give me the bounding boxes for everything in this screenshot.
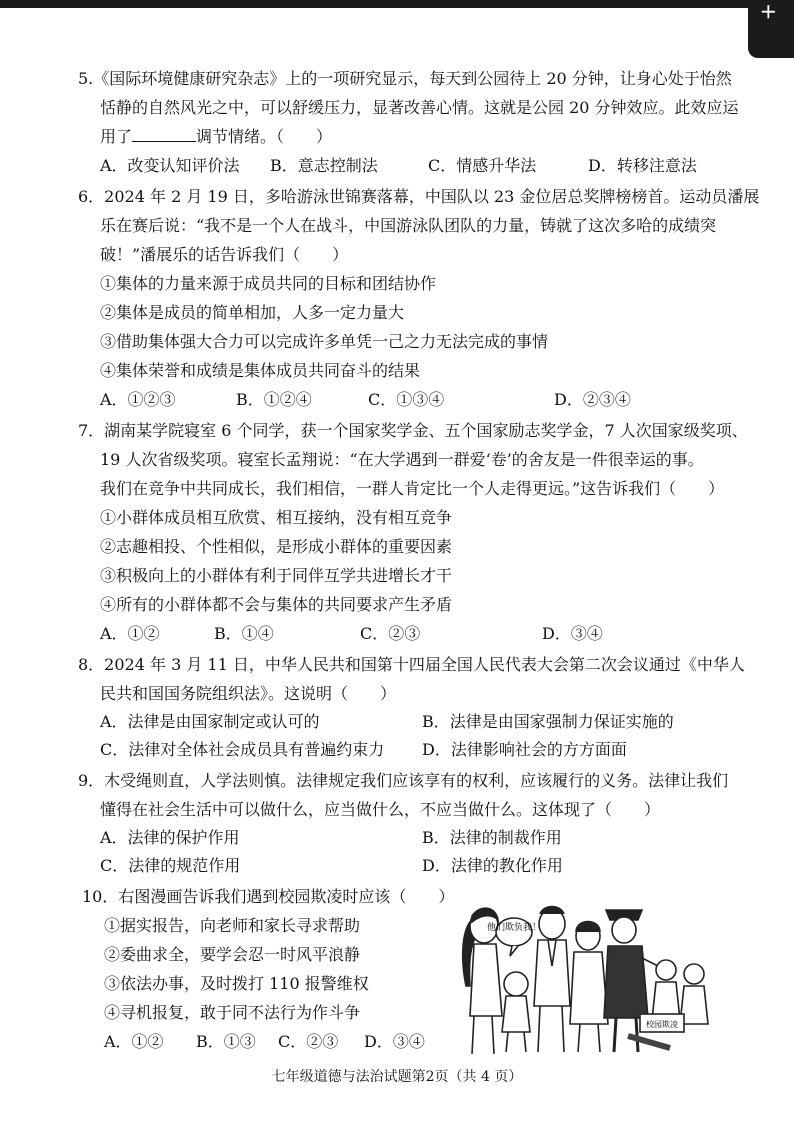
- close-icon: ✕: [754, 0, 781, 26]
- question-9-line-2: 懂得在社会生活中可以做什么，应当做什么，不应当做什么。这体现了（ ）: [100, 800, 661, 819]
- statement-3: ③依法办事，及时拨打 110 报警维权: [104, 974, 369, 993]
- question-8: [78, 650, 745, 764]
- question-7-line-1: 7．湖南某学院寝室 6 个同学，获一个国家奖学金、五个国家励志奖学金，7 人次国家级奖项、: [78, 421, 748, 440]
- question-7: [78, 416, 748, 648]
- option-b[interactable]: B．①③: [196, 1032, 256, 1051]
- option-a[interactable]: A．①②: [104, 1032, 164, 1051]
- statement-4: ④集体荣誉和成绩是集体成员共同奋斗的结果: [100, 361, 421, 380]
- question-6-options: [78, 385, 732, 414]
- option-d[interactable]: D．②③④: [554, 390, 631, 409]
- question-7-options: [78, 619, 732, 648]
- option-c[interactable]: C．②③: [278, 1032, 339, 1051]
- statement-1: ①小群体成员相互欣赏、相互接纳，没有相互竞争: [100, 508, 453, 527]
- statement-2: ②志趣相投、个性相似，是形成小群体的重要因素: [100, 537, 453, 556]
- option-b[interactable]: B．法律的制裁作用: [422, 828, 562, 847]
- question-6-line-2: 乐在赛后说：“我不是一个人在战斗，中国游泳队团队的力量，铸就了这次多哈的成绩突: [100, 216, 717, 235]
- question-8-options: [78, 708, 732, 764]
- statement-3: ③借助集体强大合力可以完成许多单凭一己之力无法完成的事情: [100, 332, 549, 351]
- statement-4: ④所有的小群体都不会与集体的共同要求产生矛盾: [100, 595, 453, 614]
- question-8-line-1: 8．2024 年 3 月 11 日，中华人民共和国第十四届全国人民代表大会第二次会议通过《中华人: [78, 655, 745, 674]
- statement-1: ①集体的力量来源于成员共同的目标和团结协作: [100, 274, 437, 293]
- option-d[interactable]: D．法律的教化作用: [422, 856, 563, 875]
- option-d[interactable]: D．③④: [364, 1032, 425, 1051]
- option-c[interactable]: C．法律对全体社会成员具有普遍约束力: [100, 740, 385, 759]
- question-5-line-2: 恬静的自然风光之中，可以舒缓压力，显著改善心情。这就是公园 20 分钟效应。此效应运: [100, 98, 739, 117]
- question-5-line-3: [78, 122, 732, 151]
- statement-2: ②集体是成员的简单相加，人多一定力量大: [100, 303, 405, 322]
- question-7-line-3: 我们在竞争中共同成长，我们相信，一群人肯定比一个人走得更远。”这告诉我们（ ）: [100, 479, 725, 498]
- question-5-text-a: 用了: [100, 127, 133, 146]
- question-7-line-2: 19 人次省级奖项。寝室长孟翔说：“在大学遇到一群爱‘卷’的舍友是一件很幸运的事。: [100, 450, 704, 469]
- question-9-line-1: 9．木受绳则直，人学法则慎。法律规定我们应该享有的权利，应该履行的义务。法律让我们: [78, 771, 729, 790]
- question-8-line-2: 民共和国国务院组织法》。这说明（ ）: [100, 684, 397, 703]
- option-a[interactable]: A．①②: [100, 624, 160, 643]
- statement-4: ④寻机报复，敢于同不法行为作斗争: [104, 1003, 361, 1022]
- option-b[interactable]: B．法律是由国家强制力保证实施的: [422, 712, 674, 731]
- comic-sign-text: 校园欺凌: [646, 1020, 678, 1029]
- comic-speech-text: 他们欺负我！: [486, 923, 542, 933]
- answer-blank: [132, 127, 196, 142]
- question-5-line-1: 5.《国际环境健康研究杂志》上的一项研究显示，每天到公园待上 20 分钟，让身心处于怡然: [78, 69, 732, 88]
- comic-illustration: [452, 896, 714, 1058]
- question-9: [78, 766, 732, 880]
- top-bar: [0, 0, 794, 8]
- option-a[interactable]: A．改变认知评价法: [100, 156, 240, 175]
- question-6: [78, 182, 760, 414]
- option-a[interactable]: A．①②③: [100, 390, 176, 409]
- question-6-line-3: 破！”潘展乐的话告诉我们（ ）: [100, 245, 349, 264]
- option-d[interactable]: D．③④: [542, 624, 603, 643]
- option-b[interactable]: B．①④: [214, 624, 274, 643]
- question-5: [78, 64, 739, 180]
- close-button[interactable]: [748, 0, 794, 58]
- option-a[interactable]: A．法律的保护作用: [100, 828, 240, 847]
- statement-3: ③积极向上的小群体有利于同伴互学共进增长才干: [100, 566, 453, 585]
- question-6-line-1: 6．2024 年 2 月 19 日，多哈游泳世锦赛落幕，中国队以 23 金位居总奖牌榜榜首。运动员潘展: [78, 187, 760, 206]
- option-d[interactable]: D．法律影响社会的方方面面: [422, 740, 627, 759]
- option-c[interactable]: C．②③: [360, 624, 421, 643]
- question-5-options: [78, 151, 732, 180]
- question-9-options: [78, 824, 732, 880]
- option-d[interactable]: D．转移注意法: [588, 156, 697, 175]
- page-footer: 七年级道德与法治试题第2页（共 4 页）: [271, 1069, 523, 1085]
- statement-1: ①据实报告，向老师和家长寻求帮助: [104, 916, 361, 935]
- statement-2: ②委曲求全，要学会忍一时风平浪静: [104, 945, 361, 964]
- option-c[interactable]: C．法律的规范作用: [100, 856, 241, 875]
- option-c[interactable]: C．①③④: [368, 390, 445, 409]
- question-10-line-1: 10．右图漫画告诉我们遇到校园欺凌时应该（ ）: [82, 887, 455, 906]
- option-a[interactable]: A．法律是由国家制定或认可的: [100, 712, 320, 731]
- question-5-text-b: 调节情绪。（ ）: [196, 127, 333, 146]
- option-b[interactable]: B．①②④: [236, 390, 312, 409]
- option-b[interactable]: B．意志控制法: [270, 156, 378, 175]
- option-c[interactable]: C．情感升华法: [428, 156, 537, 175]
